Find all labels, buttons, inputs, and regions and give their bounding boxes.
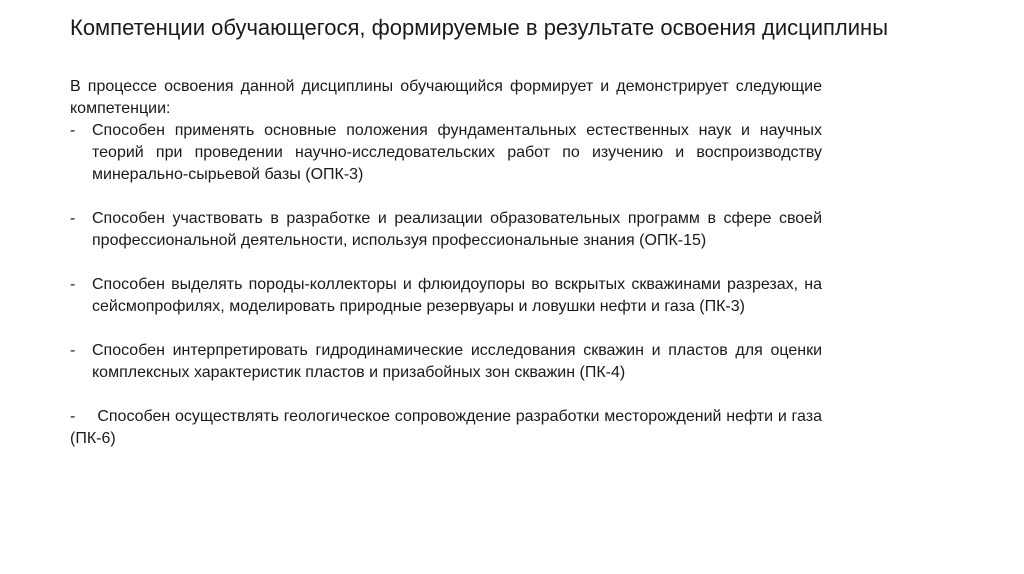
competency-text: Способен интерпретировать гидродинамические исследования скважин и пластов для оценки комплексных характеристик пластов и призабойных зон скважин (ПК-4) bbox=[92, 342, 822, 381]
competency-text: Способен осуществлять геологическое сопровождение разработки месторождений нефти и газа (ПК-6) bbox=[70, 408, 822, 447]
slide-body bbox=[70, 76, 822, 472]
competency-list bbox=[70, 120, 822, 450]
competency-text: Способен выделять породы-коллекторы и флюидоупоры во вскрытых скважинами разрезах, на сейсмопрофилях, моделировать природные резервуары и ловушки нефти и газа (ПК-3) bbox=[92, 276, 822, 315]
competency-item-pk-3 bbox=[70, 274, 822, 318]
list-bullet: - bbox=[70, 210, 76, 227]
competency-item-opk-15 bbox=[70, 208, 822, 252]
list-bullet: - bbox=[70, 276, 76, 293]
list-bullet: - bbox=[70, 122, 76, 139]
competency-item-pk-6 bbox=[70, 406, 822, 450]
list-bullet: - bbox=[70, 408, 76, 425]
intro-text: В процессе освоения данной дисциплины обучающийся формирует и демонстрирует следующие компетенции: bbox=[70, 78, 822, 117]
competency-text: Способен участвовать в разработке и реализации образовательных программ в сфере своей профессиональной деятельности, используя профессиональные знания (ОПК-15) bbox=[92, 210, 822, 249]
competency-item-pk-4 bbox=[70, 340, 822, 384]
list-bullet: - bbox=[70, 342, 76, 359]
competency-text: Способен применять основные положения фундаментальных естественных наук и научных теорий при проведении научно-исследовательских работ по изучению и воспроизводству минерально-сырьевой базы (ОПК-3) bbox=[92, 122, 822, 183]
competency-item-opk-3 bbox=[70, 120, 822, 186]
slide-title: Компетенции обучающегося, формируемые в результате освоения дисциплины bbox=[70, 15, 889, 40]
